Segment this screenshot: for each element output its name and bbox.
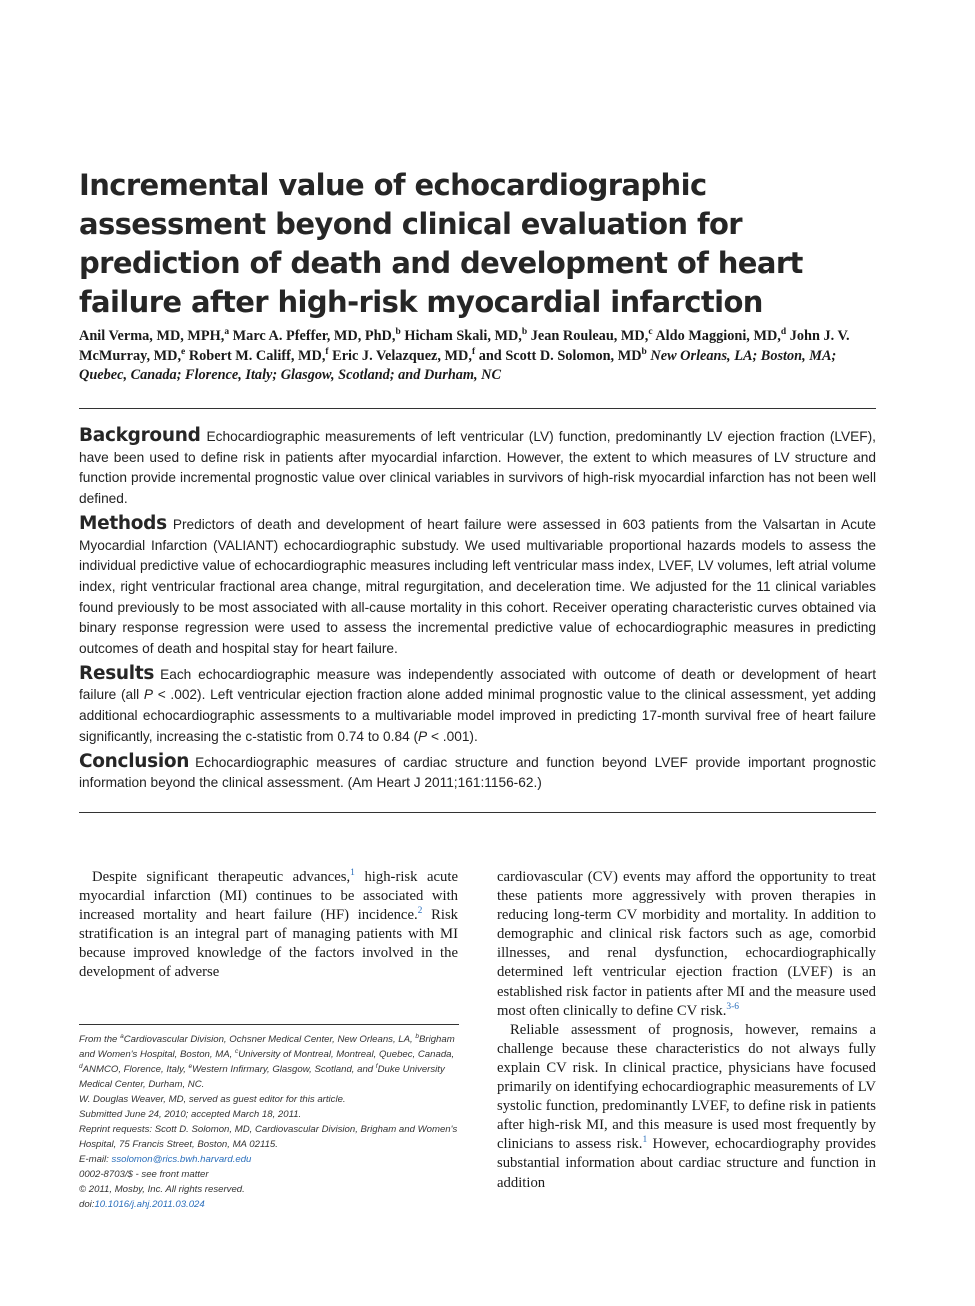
footnotes xyxy=(79,1032,459,1212)
section-text: Each echocardiographic measure was independently associated with outcome of death or development of heart failure (all xyxy=(79,666,876,703)
p-value-symbol: P xyxy=(418,728,428,744)
affiliation-mark: f xyxy=(325,346,329,357)
affiliation-mark: c xyxy=(648,327,653,338)
affiliation-mark: f xyxy=(471,346,476,357)
author-list xyxy=(79,327,879,386)
section-heading: Conclusion xyxy=(79,750,190,772)
section-text: Echocardiographic measurements of left ventricular (LV) function, predominantly LV ejection fraction (LVEF), have been used to define risk in patients after myocardial infarction. However, the extent to which measures of LV structure and function provide incremental prognostic value over clinical variables in survivors of high-risk myocardial infarction has not been well defined. xyxy=(79,429,876,507)
author-name: Marc A. Pfeffer, MD, PhD, xyxy=(232,328,396,344)
abstract-conclusion xyxy=(79,752,876,794)
section-text: < .001). xyxy=(427,728,478,744)
reference-link[interactable]: 1 xyxy=(642,1135,648,1146)
reference-link[interactable]: 1 xyxy=(350,868,355,879)
body-text: Risk stratification is an integral part of managing patients with MI because improved knowledge of the factors involved in the development of adverse xyxy=(79,907,459,981)
section-heading: Background xyxy=(79,425,201,446)
section-text: Predictors of death and development of heart failure were assessed in 603 patients from the Valsartan in Acute Myocardial Infarction (VALIANT) echocardiographic substudy. We used multivariable proportional hazards models to assess the individual predictive value of echocardiographic measures including left ventricular mass index, LVEF, LV volumes, left atrial volume index, right ventricular fractional area change, mitral regurgitation, and deceleration time. We adjusted for the 11 clinical variables found previously to be most associated with all-cause mortality in this cohort. Receiver operating characteristic curves obtained via binary response regression were used to assess the incremental predictive value of echocardiographic measures in predicting outcomes of death and hospital stay for heart failure. xyxy=(79,516,876,657)
abstract xyxy=(79,426,876,798)
affiliation-mark: e xyxy=(181,346,186,357)
body-text: high-risk acute myocardial infarction (MI) continues to be associated with increased mortality and heart failure (HF) incidence. xyxy=(79,869,458,924)
author-name: Robert M. Califf, MD, xyxy=(188,347,326,364)
affiliation-mark: b xyxy=(641,346,647,357)
author-name: Hicham Skali, MD, xyxy=(404,328,522,344)
affiliation-mark: a xyxy=(224,327,230,338)
email-link[interactable]: ssolomon@rics.bwh.harvard.edu xyxy=(111,1154,252,1165)
reference-link[interactable]: 2 xyxy=(417,906,423,917)
abstract-background xyxy=(79,426,876,510)
body-paragraph xyxy=(497,868,876,1021)
author-name: Aldo Maggioni, MD, xyxy=(655,328,781,344)
section-text: Echocardiographic measures of cardiac structure and function beyond LVEF provide important prognostic information beyond the clinical assessment. (Am Heart J 2011;161:1156-62.) xyxy=(79,754,876,791)
body-text: However, echocardiography provides substantial information about cardiac structure and function in addition xyxy=(497,1136,877,1191)
reference-link[interactable]: 3-6 xyxy=(726,1001,740,1012)
footnote-email: E-mail: ssolomon@rics.bwh.harvard.edu xyxy=(79,1154,252,1165)
author-name: Jean Rouleau, MD, xyxy=(530,328,649,344)
doi-link[interactable]: 10.1016/j.ahj.2011.03.024 xyxy=(94,1199,205,1210)
section-heading: Results xyxy=(79,662,155,684)
body-column-left xyxy=(79,868,458,983)
affiliation-mark: b xyxy=(395,327,401,338)
section-text: < .002). Left ventricular ejection fraction alone added minimal prognostic value to the clinical assessment, yet adding additional echocardiographic assessments to a multivariable model improved in predicting 17-month survival free of heart failure significantly, increasing the c-statistic from 0.74 to 0.84 ( xyxy=(79,687,876,744)
footnote-divider xyxy=(79,1024,459,1025)
footnote-doi: doi:10.1016/j.ahj.2011.03.024 xyxy=(79,1199,205,1210)
body-column-right xyxy=(497,868,876,1193)
body-text: Reliable assessment of prognosis, however, remains a challenge because these characteristics do not always fully explain CV risk. In clinical practice, physicians have focused primarily on identifying echocardiographic measurements of LV systolic function, predominantly LVEF, to define risk in patients after high-risk MI, and this measure is used most frequently by clinicians to assess risk. xyxy=(497,1021,876,1153)
footnote-copyright: © 2011, Mosby, Inc. All rights reserved. xyxy=(79,1184,245,1195)
author-name: John J. V. McMurray, MD, xyxy=(79,328,850,364)
abstract-methods xyxy=(79,514,876,660)
abstract-bottom-divider xyxy=(79,812,876,813)
affiliation-mark: d xyxy=(780,327,787,338)
footnote-reprint: Reprint requests: Scott D. Solomon, MD, Cardiovascular Division, Brigham and Women's Hospital, 75 Francis Street, Boston, MA 02115. xyxy=(79,1124,458,1150)
affiliation-mark: b xyxy=(521,327,528,338)
body-text: cardiovascular (CV) events may afford the opportunity to treat these patients more aggressively with proven therapies in reducing long-term CV morbidity and mortality. In addition to demographic and clinical risk factors such as age, comorbid illnesses, and renal dysfunction, echocardiographically determined left ventricular ejection fraction (LVEF) is an established risk factor in patients after MI and the measure used most often clinically to define CV risk. xyxy=(497,869,876,1019)
body-paragraph xyxy=(497,1021,876,1193)
body-paragraph xyxy=(79,868,458,983)
author-name: Anil Verma, MD, MPH, xyxy=(79,328,225,344)
abstract-results xyxy=(79,664,876,748)
footnote-affiliations: From the $^a$Cardiovascular Division, Ochsner Medical Center, New Orleans, LA, $^b$Brigham and Women's Hospital, Boston, MA, $^c$University of Montreal, Montreal, Quebec, Canada, $^d$ANMCO, Florence, Italy, $^e$Western Infirmary, Glasgow, Scotland, and $^f$Duke University Medical Center, Durham, NC. xyxy=(79,1032,455,1090)
footnote-guest-editor: W. Douglas Weaver, MD, served as guest editor for this article. xyxy=(79,1094,346,1105)
section-heading: Methods xyxy=(79,512,167,534)
footnote-issn: 0002-8703/$ - see front matter xyxy=(79,1169,209,1180)
abstract-top-divider xyxy=(79,408,876,409)
author-name: Eric J. Velazquez, MD, xyxy=(332,347,472,364)
author-name: and Scott D. Solomon, MD xyxy=(478,347,642,364)
p-value-symbol: P xyxy=(143,687,154,703)
article-title: Incremental value of echocardiographic assessment beyond clinical evaluation for prediction of death and development of heart failure after high-risk myocardial infarction xyxy=(79,168,803,319)
footnote-submitted: Submitted June 24, 2010; accepted March 18, 2011. xyxy=(79,1109,302,1120)
body-text: Despite significant therapeutic advances, xyxy=(92,869,351,885)
author-locations: New Orleans, LA; Boston, MA; Quebec, Canada; Florence, Italy; Glasgow, Scotland; and Durham, NC xyxy=(79,347,837,383)
